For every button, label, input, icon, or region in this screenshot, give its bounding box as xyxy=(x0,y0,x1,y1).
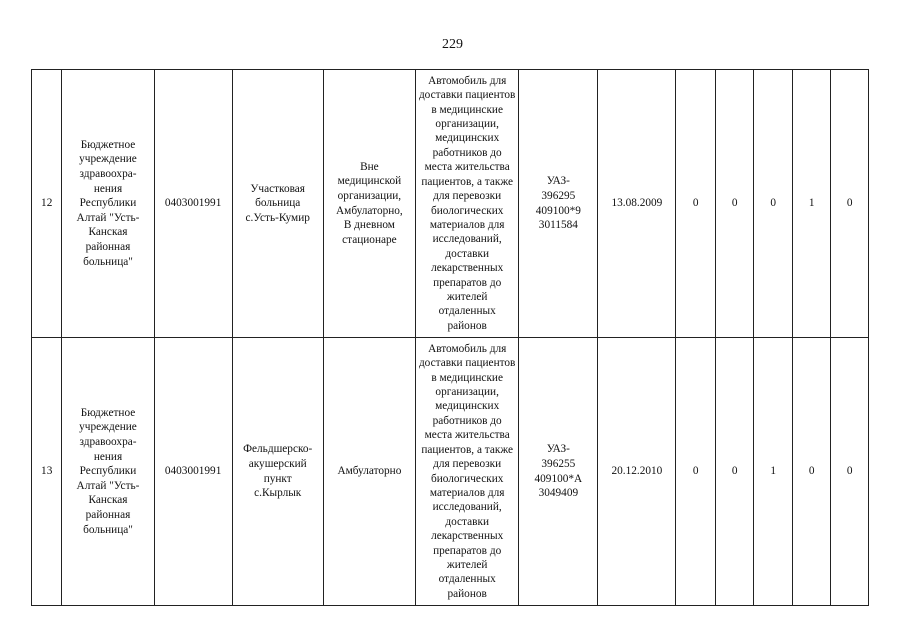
division-lines xyxy=(235,182,321,226)
text-line: Амбулаторно xyxy=(337,465,402,478)
text-line: исследований, xyxy=(432,233,502,246)
text-line: здравоохра- xyxy=(79,436,137,449)
organization-name xyxy=(62,338,154,606)
text-line: места жительства xyxy=(424,161,510,174)
text-line: жителей xyxy=(446,558,488,571)
care-conditions xyxy=(323,70,415,338)
text-line: Алтай "Усть- xyxy=(76,479,140,492)
text-line: Бюджетное xyxy=(80,138,136,151)
vehicle-model xyxy=(519,338,598,606)
text-line: доставки пациентов xyxy=(418,357,516,370)
text-line: районная xyxy=(85,508,131,521)
text-line: лекарственных xyxy=(431,530,504,543)
text-line: больница" xyxy=(83,523,133,536)
value-cell-4: 1 xyxy=(792,70,831,338)
text-line: места жительства xyxy=(424,429,510,442)
value-cell-3: 0 xyxy=(754,70,793,338)
care-lines xyxy=(326,160,413,248)
text-line: с.Кырлык xyxy=(254,487,302,500)
text-line: пациентов, а также xyxy=(421,175,514,188)
text-line: УАЗ- xyxy=(546,175,570,188)
text-line: Канская xyxy=(88,494,128,507)
text-line: 396255 xyxy=(541,457,576,470)
care-conditions xyxy=(323,338,415,606)
text-line: акушерский xyxy=(248,457,307,470)
organization-code: 0403001991 xyxy=(154,70,232,338)
value-cell-4: 0 xyxy=(792,338,831,606)
text-line: для перевозки xyxy=(433,458,502,471)
text-line: УАЗ- xyxy=(546,443,570,456)
text-line: Автомобиль для xyxy=(428,342,507,355)
vehicle-purpose xyxy=(416,70,519,338)
division-lines xyxy=(235,442,321,500)
text-line: больница" xyxy=(83,255,133,268)
value-cell-3: 1 xyxy=(754,338,793,606)
text-line: отдаленных xyxy=(438,305,496,318)
vehicle-purpose xyxy=(416,338,519,606)
text-line: Республики xyxy=(79,197,137,210)
value-cell-5: 0 xyxy=(831,338,869,606)
value-cell-2: 0 xyxy=(715,70,754,338)
text-line: работников до xyxy=(432,414,502,427)
row-number: 12 xyxy=(32,70,62,338)
organization-name xyxy=(62,70,154,338)
text-line: здравоохра- xyxy=(79,168,137,181)
text-line: препаратов до xyxy=(433,544,502,557)
vehicle-lines xyxy=(521,174,595,232)
purpose-lines xyxy=(418,342,516,601)
text-line: доставки xyxy=(445,247,489,260)
vehicle-model xyxy=(519,70,598,338)
table-row xyxy=(32,338,869,606)
text-line: организации, xyxy=(435,386,499,399)
text-line: медицинских xyxy=(435,400,500,413)
text-line: районов xyxy=(447,319,487,332)
text-line: нения xyxy=(93,182,123,195)
text-line: Канская xyxy=(88,226,128,239)
purpose-lines xyxy=(418,74,516,333)
vehicle-registry-table xyxy=(31,69,869,606)
text-line: биологических xyxy=(430,204,504,217)
text-line: организации, xyxy=(435,118,499,131)
text-line: 409100*А xyxy=(534,472,583,485)
text-line: материалов для xyxy=(429,486,505,499)
text-line: 396295 xyxy=(541,189,576,202)
text-line: в медицинские xyxy=(431,371,503,384)
text-line: районная xyxy=(85,240,131,253)
organization-lines xyxy=(64,138,151,269)
value-cell-1: 0 xyxy=(676,70,716,338)
registration-date: 20.12.2010 xyxy=(598,338,676,606)
text-line: медицинской xyxy=(337,175,402,188)
text-line: Алтай "Усть- xyxy=(76,211,140,224)
text-line: Автомобиль для xyxy=(428,74,507,87)
vehicle-lines xyxy=(521,442,595,500)
text-line: стационаре xyxy=(342,233,397,246)
text-line: препаратов до xyxy=(433,276,502,289)
text-line: Республики xyxy=(79,465,137,478)
text-line: работников до xyxy=(432,146,502,159)
care-lines xyxy=(326,464,413,479)
text-line: доставки пациентов xyxy=(418,89,516,102)
page-number: 229 xyxy=(442,37,463,52)
text-line: учреждение xyxy=(79,153,137,166)
text-line: материалов для xyxy=(429,218,505,231)
organization-code: 0403001991 xyxy=(154,338,232,606)
text-line: организации, xyxy=(337,189,402,202)
text-line: 3049409 xyxy=(538,487,579,500)
text-line: жителей xyxy=(446,290,488,303)
division-name xyxy=(232,70,323,338)
text-line: медицинских xyxy=(435,132,500,145)
text-line: для перевозки xyxy=(433,190,502,203)
text-line: Участковая xyxy=(250,182,305,195)
text-line: Вне xyxy=(360,160,379,173)
division-name xyxy=(232,338,323,606)
text-line: Бюджетное xyxy=(80,406,136,419)
value-cell-2: 0 xyxy=(715,338,754,606)
organization-lines xyxy=(64,406,151,537)
text-line: 409100*9 xyxy=(535,204,581,217)
text-line: в медицинские xyxy=(431,103,503,116)
text-line: лекарственных xyxy=(431,262,504,275)
text-line: нения xyxy=(93,450,123,463)
text-line: Фельдшерско- xyxy=(243,443,313,456)
row-number: 13 xyxy=(32,338,62,606)
text-line: пункт xyxy=(263,472,292,485)
text-line: В дневном xyxy=(343,219,395,232)
value-cell-5: 0 xyxy=(831,70,869,338)
text-line: Амбулаторно, xyxy=(336,204,403,217)
text-line: отдаленных xyxy=(438,573,496,586)
text-line: районов xyxy=(447,587,487,600)
text-line: с.Усть-Кумир xyxy=(245,211,310,224)
text-line: больница xyxy=(255,197,301,210)
table-row xyxy=(32,70,869,338)
text-line: учреждение xyxy=(79,421,137,434)
text-line: биологических xyxy=(430,472,504,485)
text-line: исследований, xyxy=(432,501,502,514)
value-cell-1: 0 xyxy=(676,338,716,606)
registration-date: 13.08.2009 xyxy=(598,70,676,338)
text-line: пациентов, а также xyxy=(421,443,514,456)
text-line: 3011584 xyxy=(538,219,578,232)
text-line: доставки xyxy=(445,515,489,528)
